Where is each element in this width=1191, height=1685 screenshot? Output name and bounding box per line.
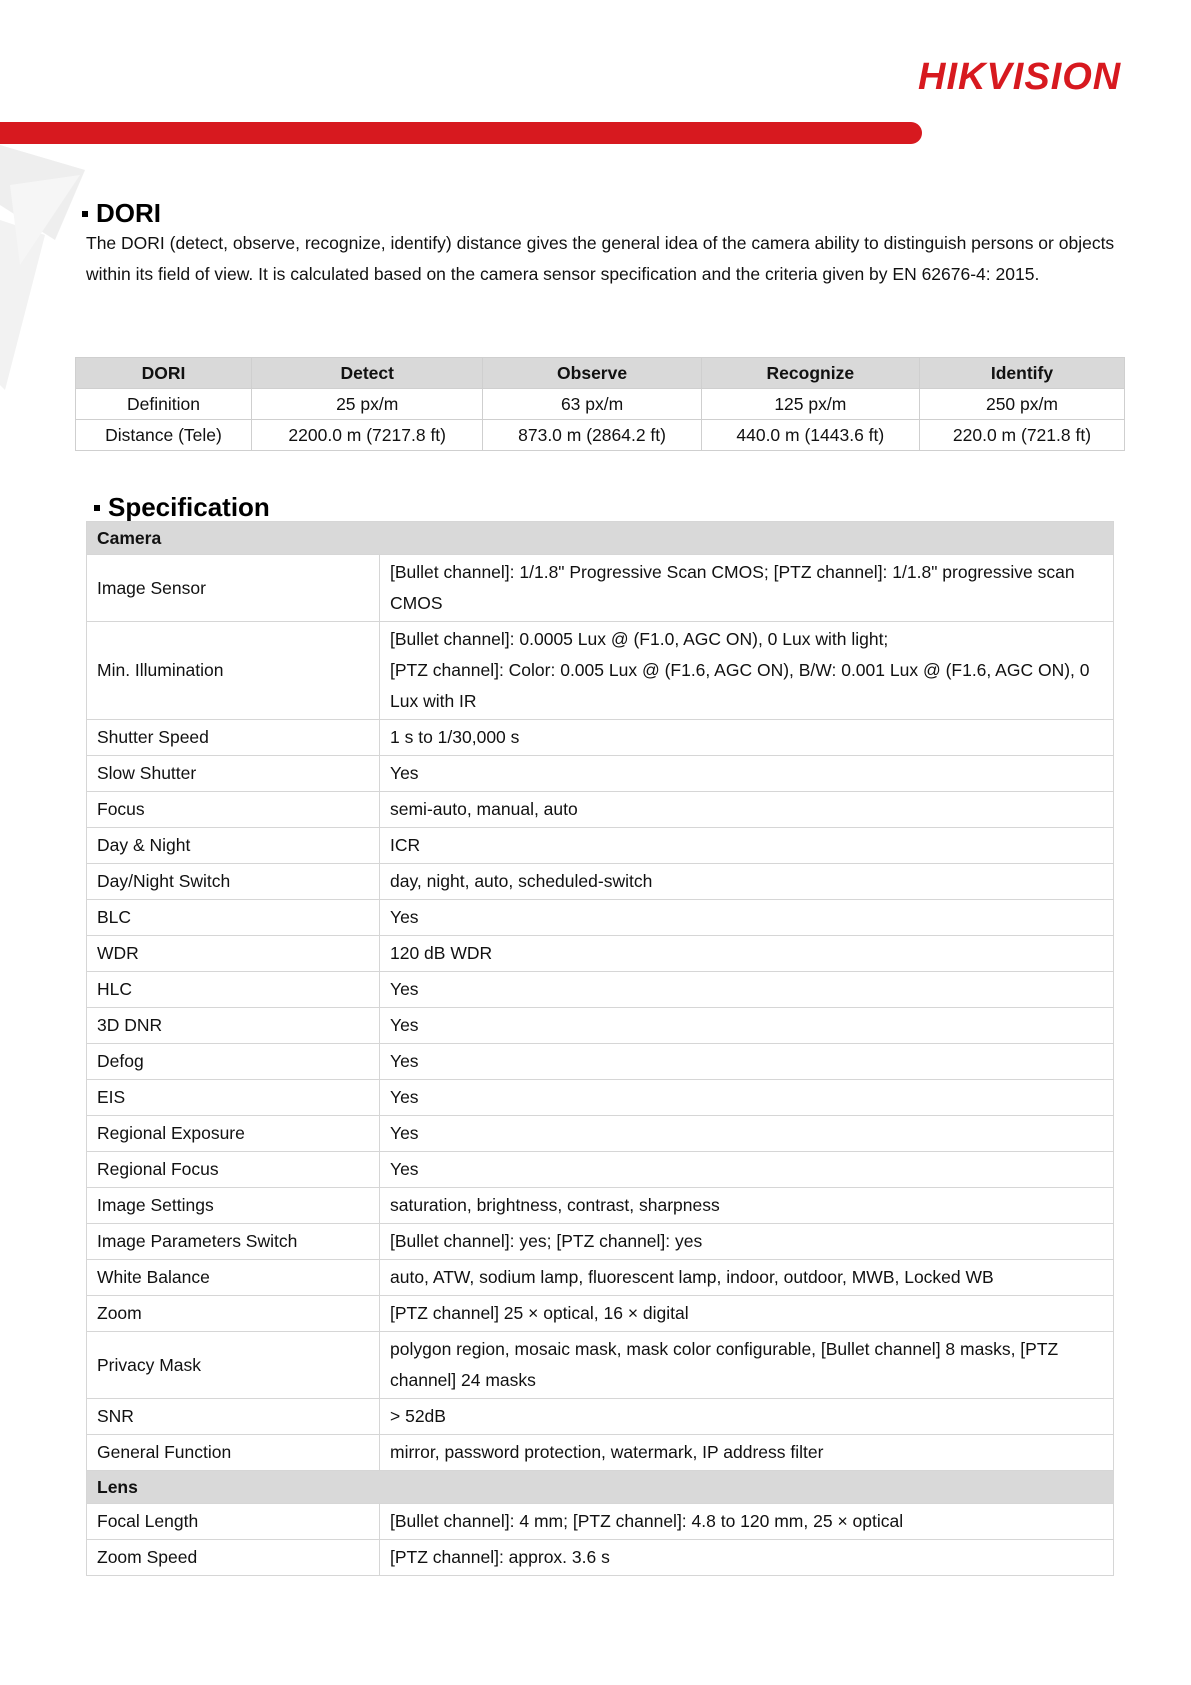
dori-header-cell: Identify: [919, 358, 1124, 389]
spec-row: [87, 1152, 1114, 1188]
dori-cell: Distance (Tele): [76, 420, 252, 451]
spec-value: [PTZ channel]: approx. 3.6 s: [380, 1540, 1114, 1576]
spec-key: Image Parameters Switch: [87, 1224, 380, 1260]
dori-cell: 2200.0 m (7217.8 ft): [251, 420, 482, 451]
spec-key: Zoom Speed: [87, 1540, 380, 1576]
spec-row: [87, 972, 1114, 1008]
dori-cell: 250 px/m: [919, 389, 1124, 420]
spec-value: 120 dB WDR: [380, 936, 1114, 972]
dori-header-cell: Recognize: [701, 358, 919, 389]
spec-key: Slow Shutter: [87, 756, 380, 792]
dori-cell: 125 px/m: [701, 389, 919, 420]
dori-cell: Definition: [76, 389, 252, 420]
spec-value: semi-auto, manual, auto: [380, 792, 1114, 828]
spec-value: Yes: [380, 972, 1114, 1008]
spec-value: [PTZ channel] 25 × optical, 16 × digital: [380, 1296, 1114, 1332]
spec-key: Regional Focus: [87, 1152, 380, 1188]
spec-key: Day & Night: [87, 828, 380, 864]
spec-row: [87, 1504, 1114, 1540]
dori-intro-paragraph: The DORI (detect, observe, recognize, identify) distance gives the general idea of the camera ability to distinguish persons or objects within its field of view. It is calculated based on the camera sensor specification and the criteria given by EN 62676-4: 2015.: [86, 233, 1115, 284]
spec-key: Image Sensor: [87, 555, 380, 622]
spec-value: saturation, brightness, contrast, sharpness: [380, 1188, 1114, 1224]
spec-value: [Bullet channel]: 0.0005 Lux @ (F1.0, AGC ON), 0 Lux with light; [PTZ channel]: Color: 0.005 Lux @ (F1.6, AGC ON), B/W: 0.001 Lux @ (F1.6, AGC ON), 0 Lux with IR: [380, 622, 1114, 720]
dori-section-title: [82, 198, 161, 229]
spec-key: Focal Length: [87, 1504, 380, 1540]
spec-key: Image Settings: [87, 1188, 380, 1224]
bullet-icon: [82, 211, 88, 217]
spec-row: [87, 1260, 1114, 1296]
spec-value: mirror, password protection, watermark, IP address filter: [380, 1435, 1114, 1471]
hikvision-logo: [918, 55, 1148, 97]
dori-header-cell: Detect: [251, 358, 482, 389]
spec-group-header-row: [87, 522, 1114, 555]
dori-cell: 25 px/m: [251, 389, 482, 420]
specification-section-title: [94, 492, 270, 523]
bullet-icon: [94, 505, 100, 511]
dori-table-header-row: [76, 358, 1125, 389]
spec-key: 3D DNR: [87, 1008, 380, 1044]
spec-row: [87, 756, 1114, 792]
spec-key: Regional Exposure: [87, 1116, 380, 1152]
spec-value: [Bullet channel]: 4 mm; [PTZ channel]: 4.8 to 120 mm, 25 × optical: [380, 1504, 1114, 1540]
spec-key: Privacy Mask: [87, 1332, 380, 1399]
spec-value: Yes: [380, 1152, 1114, 1188]
spec-row: [87, 936, 1114, 972]
spec-value: Yes: [380, 1008, 1114, 1044]
spec-value: ICR: [380, 828, 1114, 864]
spec-key: WDR: [87, 936, 380, 972]
spec-key: Min. Illumination: [87, 622, 380, 720]
spec-row: [87, 1224, 1114, 1260]
spec-key: SNR: [87, 1399, 380, 1435]
spec-value: > 52dB: [380, 1399, 1114, 1435]
spec-value: auto, ATW, sodium lamp, fluorescent lamp, indoor, outdoor, MWB, Locked WB: [380, 1260, 1114, 1296]
spec-row: [87, 828, 1114, 864]
logo-text: HIKVISION: [918, 56, 1122, 97]
spec-key: EIS: [87, 1080, 380, 1116]
dori-cell: 63 px/m: [483, 389, 701, 420]
dori-cell: 220.0 m (721.8 ft): [919, 420, 1124, 451]
spec-value: polygon region, mosaic mask, mask color configurable, [Bullet channel] 8 masks, [PTZ channel] 24 masks: [380, 1332, 1114, 1399]
spec-row: [87, 1008, 1114, 1044]
dori-table-row: [76, 389, 1125, 420]
spec-value: day, night, auto, scheduled-switch: [380, 864, 1114, 900]
spec-key: Focus: [87, 792, 380, 828]
spec-key: BLC: [87, 900, 380, 936]
spec-row: [87, 555, 1114, 622]
spec-row: [87, 1332, 1114, 1399]
spec-row: [87, 900, 1114, 936]
dori-header-cell: DORI: [76, 358, 252, 389]
spec-key: White Balance: [87, 1260, 380, 1296]
spec-row: [87, 1399, 1114, 1435]
spec-key: Shutter Speed: [87, 720, 380, 756]
spec-key: Defog: [87, 1044, 380, 1080]
spec-row: [87, 864, 1114, 900]
dori-title-text: DORI: [96, 198, 161, 228]
spec-row: [87, 1296, 1114, 1332]
spec-group-name: Lens: [87, 1471, 1114, 1504]
specification-table: [86, 521, 1114, 1576]
spec-value: Yes: [380, 900, 1114, 936]
dori-cell: 873.0 m (2864.2 ft): [483, 420, 701, 451]
spec-key: Zoom: [87, 1296, 380, 1332]
spec-row: [87, 1044, 1114, 1080]
spec-row: [87, 622, 1114, 720]
spec-group-header-row: [87, 1471, 1114, 1504]
spec-row: [87, 792, 1114, 828]
spec-key: General Function: [87, 1435, 380, 1471]
dori-header-cell: Observe: [483, 358, 701, 389]
specification-title-text: Specification: [108, 492, 270, 522]
spec-value: Yes: [380, 756, 1114, 792]
spec-value: Yes: [380, 1116, 1114, 1152]
spec-row: [87, 1435, 1114, 1471]
spec-value: Yes: [380, 1044, 1114, 1080]
spec-row: [87, 1116, 1114, 1152]
spec-row: [87, 1540, 1114, 1576]
spec-row: [87, 720, 1114, 756]
spec-value: [Bullet channel]: yes; [PTZ channel]: yes: [380, 1224, 1114, 1260]
dori-cell: 440.0 m (1443.6 ft): [701, 420, 919, 451]
spec-value: 1 s to 1/30,000 s: [380, 720, 1114, 756]
spec-row: [87, 1188, 1114, 1224]
spec-row: [87, 1080, 1114, 1116]
header-red-bar: [0, 122, 922, 144]
spec-key: HLC: [87, 972, 380, 1008]
spec-key: Day/Night Switch: [87, 864, 380, 900]
spec-group-name: Camera: [87, 522, 1114, 555]
spec-value: [Bullet channel]: 1/1.8" Progressive Scan CMOS; [PTZ channel]: 1/1.8" progressive scan CMOS: [380, 555, 1114, 622]
spec-value: Yes: [380, 1080, 1114, 1116]
dori-table-row: [76, 420, 1125, 451]
dori-table: [75, 357, 1125, 451]
